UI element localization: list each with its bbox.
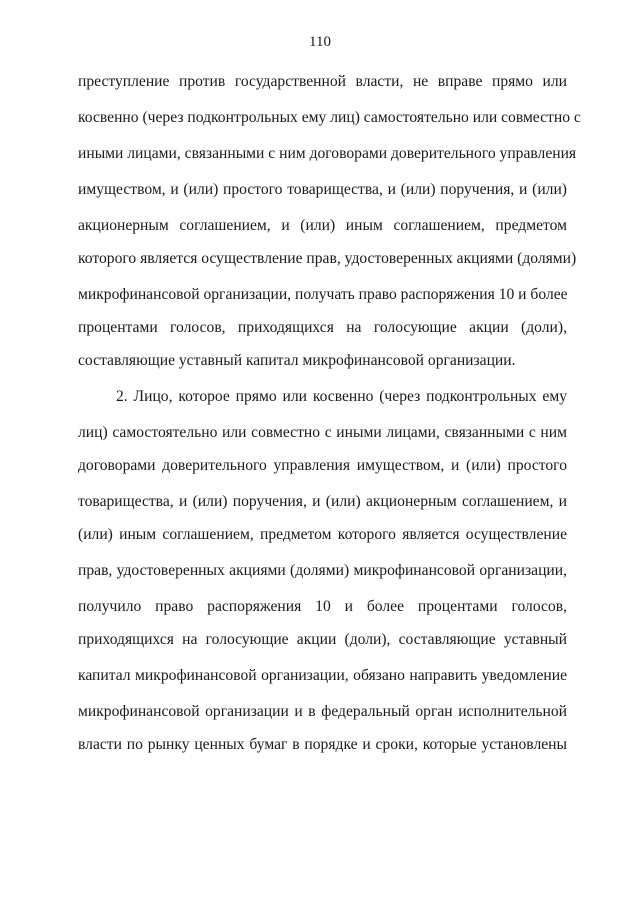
paragraph-2-line: договорами доверительного управления имуществом, и (или) простого <box>78 457 567 474</box>
paragraph-1-line: микрофинансовой организации, получать право распоряжения 10 и более <box>78 286 568 303</box>
paragraph-1-line: акционерным соглашением, и (или) иным соглашением, предметом <box>78 217 567 234</box>
paragraph-2-line: приходящихся на голосующие акции (доли), составляющие уставный <box>78 631 567 648</box>
paragraph-1-line: имуществом, и (или) простого товарищества, и (или) поручения, и (или) <box>78 181 567 198</box>
paragraph-1-line: преступление против государственной власти, не вправе прямо или <box>78 73 567 90</box>
paragraph-1-line: процентами голосов, приходящихся на голосующие акции (доли), <box>78 319 567 336</box>
paragraph-2-line: власти по рынку ценных бумаг в порядке и сроки, которые установлены <box>78 736 567 753</box>
paragraph-2-line: капитал микрофинансовой организации, обязано направить уведомление <box>78 667 567 684</box>
paragraph-1-line: составляющие уставный капитал микрофинансовой организации. <box>78 352 516 369</box>
paragraph-2-line: микрофинансовой организации и в федеральный орган исполнительной <box>78 703 567 720</box>
paragraph-2-line: (или) иным соглашением, предметом которого является осуществление <box>78 526 567 543</box>
paragraph-2-line: товарищества, и (или) поручения, и (или) акционерным соглашением, и <box>78 493 567 510</box>
paragraph-2-line: лиц) самостоятельно или совместно с иными лицами, связанными с ним <box>78 424 567 441</box>
page-number: 110 <box>309 34 331 50</box>
paragraph-2-line: прав, удостоверенных акциями (долями) микрофинансовой организации, <box>78 562 567 579</box>
paragraph-1-line: которого является осуществление прав, удостоверенных акциями (долями) <box>78 250 577 267</box>
paragraph-1-line: косвенно (через подконтрольных ему лиц) самостоятельно или совместно с <box>78 109 581 126</box>
paragraph-2-line: получило право распоряжения 10 и более процентами голосов, <box>78 598 567 615</box>
paragraph-1-line: иными лицами, связанными с ним договорами доверительного управления <box>78 145 577 162</box>
paragraph-2-line: 2. Лицо, которое прямо или косвенно (через подконтрольных ему <box>116 388 567 405</box>
